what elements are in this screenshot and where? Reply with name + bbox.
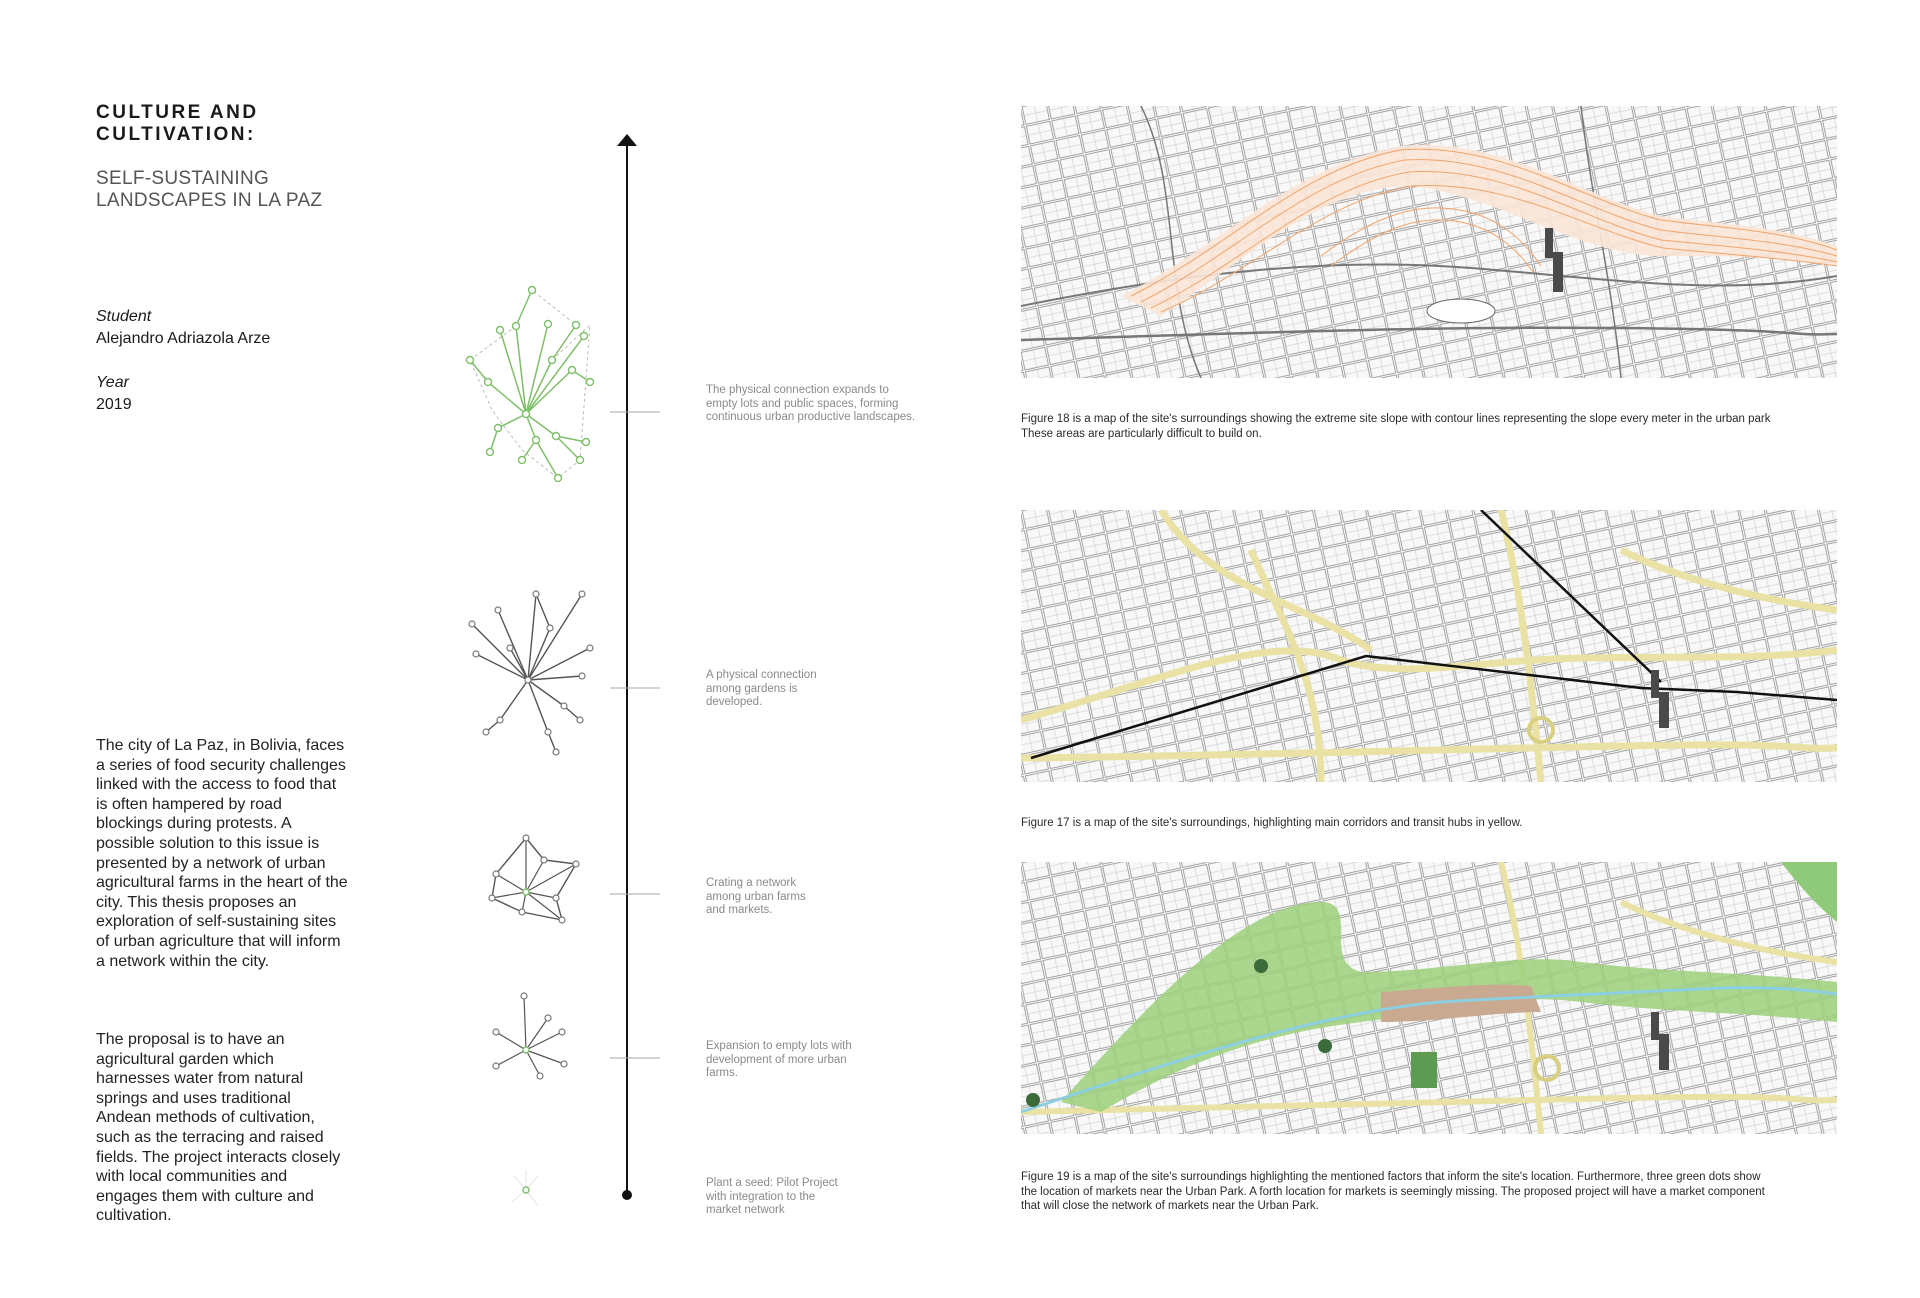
- arrow-up-icon: [617, 134, 637, 146]
- market-location-dot: [1026, 1093, 1040, 1107]
- subtitle-line-2: LANDSCAPES IN LA PAZ: [96, 190, 323, 211]
- figure-18-caption: [1021, 412, 1841, 441]
- map-figure-19: [1021, 862, 1837, 1134]
- student-name: Alejandro Adriazola Arze: [96, 330, 271, 347]
- urban-park-markets-map: [1021, 862, 1837, 1134]
- timeline-caption-stage-2: Expansion to empty lots with development of more urban farms.: [706, 1040, 852, 1080]
- timeline-caption-stage-3: Crating a network among urban farms and markets.: [706, 877, 806, 917]
- subtitle-line-1: SELF-SUSTAINING: [96, 168, 270, 189]
- project-subtitle: [96, 168, 322, 212]
- timeline-caption-stage-5: The physical connection expands to empty lots and public spaces, forming continuous urban productive landscapes.: [706, 384, 916, 424]
- network-stage-expansion: [493, 993, 567, 1079]
- market-location-dot: [1318, 1039, 1332, 1053]
- network-timeline-diagram: [440, 120, 740, 1230]
- network-stage-seed: [512, 1170, 538, 1206]
- transit-corridor-map: [1021, 510, 1837, 782]
- network-stage-farms-markets: [489, 835, 579, 923]
- figure-18-caption-line-2: These areas are particularly difficult to build on.: [1021, 427, 1262, 440]
- map-figure-17: [1021, 510, 1837, 782]
- timeline-caption-stage-4: A physical connection among gardens is developed.: [706, 669, 817, 709]
- figure-19-caption-line-2: the location of markets near the Urban Park. A forth location for markets is seemingly missing. The proposed project will have a market component: [1021, 1185, 1765, 1198]
- year-value: 2019: [96, 396, 132, 413]
- market-location-dot: [1254, 959, 1268, 973]
- figure-17-caption: [1021, 816, 1841, 831]
- title-line-1: CULTURE AND: [96, 102, 259, 123]
- figure-19-caption: [1021, 1170, 1841, 1214]
- body-paragraph-2: The proposal is to have an agricultural garden which harnesses water from natural springs and uses traditional Andean methods of cultivation, such as the terracing and raised fields. The project interacts closely with local communities and engages them with culture and cultivation.: [96, 1031, 341, 1225]
- timeline-axis: [610, 134, 660, 1200]
- figure-18-caption-line-1: Figure 18 is a map of the site's surroundings showing the extreme site slope with contour lines representing the slope every meter in the urban park: [1021, 413, 1771, 425]
- figure-17-caption-line-1: Figure 17 is a map of the site's surroundings, highlighting main corridors and transit hubs in yellow.: [1021, 817, 1523, 829]
- body-paragraph-1: The city of La Paz, in Bolivia, faces a series of food security challenges linked with the access to food that is often hampered by road blockings during protests. A possible solution to this issue is presented by a network of urban agricultural farms in the heart of the city. This thesis proposes an exploration of self-sustaining sites of urban agriculture that will inform a network within the city.: [96, 737, 348, 970]
- student-label: Student: [96, 308, 152, 325]
- network-stage-physical-connection: [469, 591, 593, 755]
- slope-contour-map: [1021, 106, 1837, 378]
- year-label: Year: [96, 374, 129, 391]
- map-figure-18: [1021, 106, 1837, 378]
- project-title: [96, 102, 259, 146]
- figure-19-caption-line-1: Figure 19 is a map of the site's surroundings highlighting the mentioned factors that inform the site's location. Furthermore, three green dots show: [1021, 1171, 1761, 1183]
- timeline-caption-stage-1: Plant a seed: Pilot Project with integration to the market network: [706, 1177, 838, 1217]
- timeline-start-dot: [622, 1190, 632, 1200]
- title-line-2: CULTIVATION:: [96, 124, 256, 145]
- figure-19-caption-line-3: that will close the network of markets near the Urban Park.: [1021, 1200, 1319, 1212]
- network-stage-continuous-landscape: [467, 287, 594, 482]
